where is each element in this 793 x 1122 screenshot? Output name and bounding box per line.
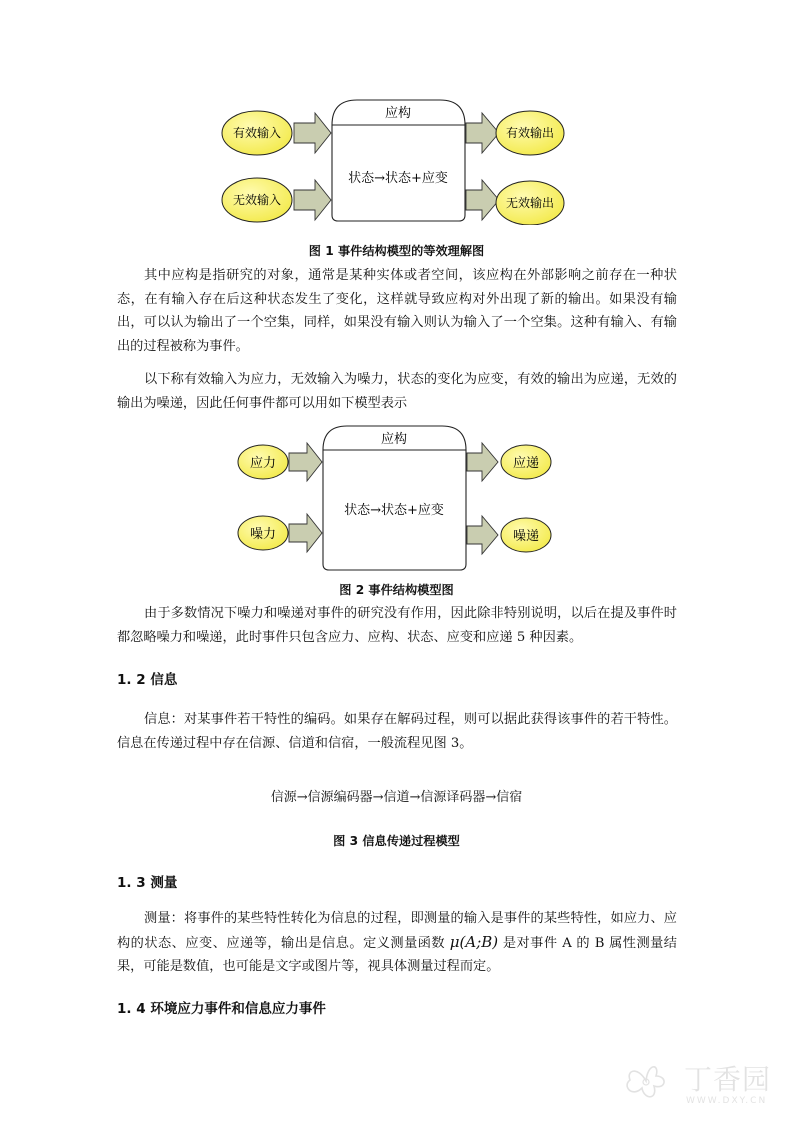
output-label-effective: 有效输出 xyxy=(505,126,555,140)
box-title: 应构 xyxy=(384,106,412,121)
output-label-ineffective: 无效输出 xyxy=(505,196,555,210)
section-heading-1-3: 1. 3 测量 xyxy=(117,875,178,891)
output-label-noise-transfer: 噪递 xyxy=(512,529,540,544)
paragraph-measurement xyxy=(117,907,677,979)
box-body: 状态→状态+应变 xyxy=(348,171,448,186)
output-arrow-2 xyxy=(466,180,499,220)
output-arrow-2 xyxy=(467,516,498,554)
information-flow-text: 信源→信源编码器→信道→信源译码器→信宿 xyxy=(270,790,523,805)
section-heading-1-4: 1. 4 环境应力事件和信息应力事件 xyxy=(117,1001,326,1017)
input-arrow-2 xyxy=(289,514,322,552)
output-arrow-1 xyxy=(467,443,498,481)
paragraph-event-factors: 由于多数情况下噪力和噪递对事件的研究没有作用，因此除非特别说明，以后在提及事件时都忽略噪力和噪递，此时事件只包含应力、应构、状态、应变和应递 5 种因素。 xyxy=(117,606,677,645)
output-label-transfer: 应递 xyxy=(512,456,540,471)
paragraph-model-terms: 以下称有效输入为应力，无效输入为噪力，状态的变化为应变，有效的输出为应递，无效的输出为噪递，因此任何事件都可以用如下模型表示 xyxy=(117,372,677,411)
input-arrow-2 xyxy=(294,180,331,220)
section-heading-1-2: 1. 2 信息 xyxy=(117,672,178,688)
box-title: 应构 xyxy=(380,432,408,447)
measurement-text-after: 是对事件 A 的 B 属性测量结果，可能是数值，也可能是文字或图片等，视具体测量过程而定。 xyxy=(117,935,677,974)
box-body: 状态→状态+应变 xyxy=(344,503,444,518)
structure-box xyxy=(323,426,466,570)
paragraph-information: 信息：对某事件若干特性的编码。如果存在解码过程，则可以据此获得该事件的若干特性。信息在传递过程中存在信源、信道和信宿，一般流程见图 3。 xyxy=(117,712,677,751)
input-arrow-1 xyxy=(289,443,322,481)
measurement-text-before: 测量：将事件的某些特性转化为信息的过程，即测量的输入是事件的某些特性，如应力、应构的状态、应变、应递等，输出是信息。定义测量函数 xyxy=(117,911,677,951)
input-label-ineffective: 无效输入 xyxy=(232,193,282,207)
figure-3-caption: 图 3 信息传递过程模型 xyxy=(333,834,460,848)
input-label-effective: 有效输入 xyxy=(232,126,282,140)
input-arrow-1 xyxy=(294,113,331,153)
measurement-formula: μ(A;B) xyxy=(449,932,499,951)
watermark-name: 丁香园 xyxy=(684,1063,772,1096)
figure-1-caption: 图 1 事件结构模型的等效理解图 xyxy=(308,244,485,258)
figure-2-caption: 图 2 事件结构模型图 xyxy=(339,583,454,597)
input-label-noise: 噪力 xyxy=(249,527,277,542)
input-label-stress: 应力 xyxy=(249,456,277,471)
output-arrow-1 xyxy=(466,113,499,153)
figure-1-diagram xyxy=(210,95,580,225)
watermark xyxy=(620,1052,780,1112)
watermark-url: WWW.DXY.CN xyxy=(686,1096,768,1106)
paragraph-structure-definition: 其中应构是指研究的对象，通常是某种实体或者空间，该应构在外部影响之前存在一种状态，在有输入存在后这种状态发生了变化，这样就导致应构对外出现了新的输出。如果没有输出，可以认为输出了一个空集，同样，如果没有输入则认为输入了一个空集。这种有输入、有输出的过程被称为事件。 xyxy=(117,268,677,354)
figure-2-diagram xyxy=(230,422,570,574)
flower-logo-icon xyxy=(620,1056,672,1106)
